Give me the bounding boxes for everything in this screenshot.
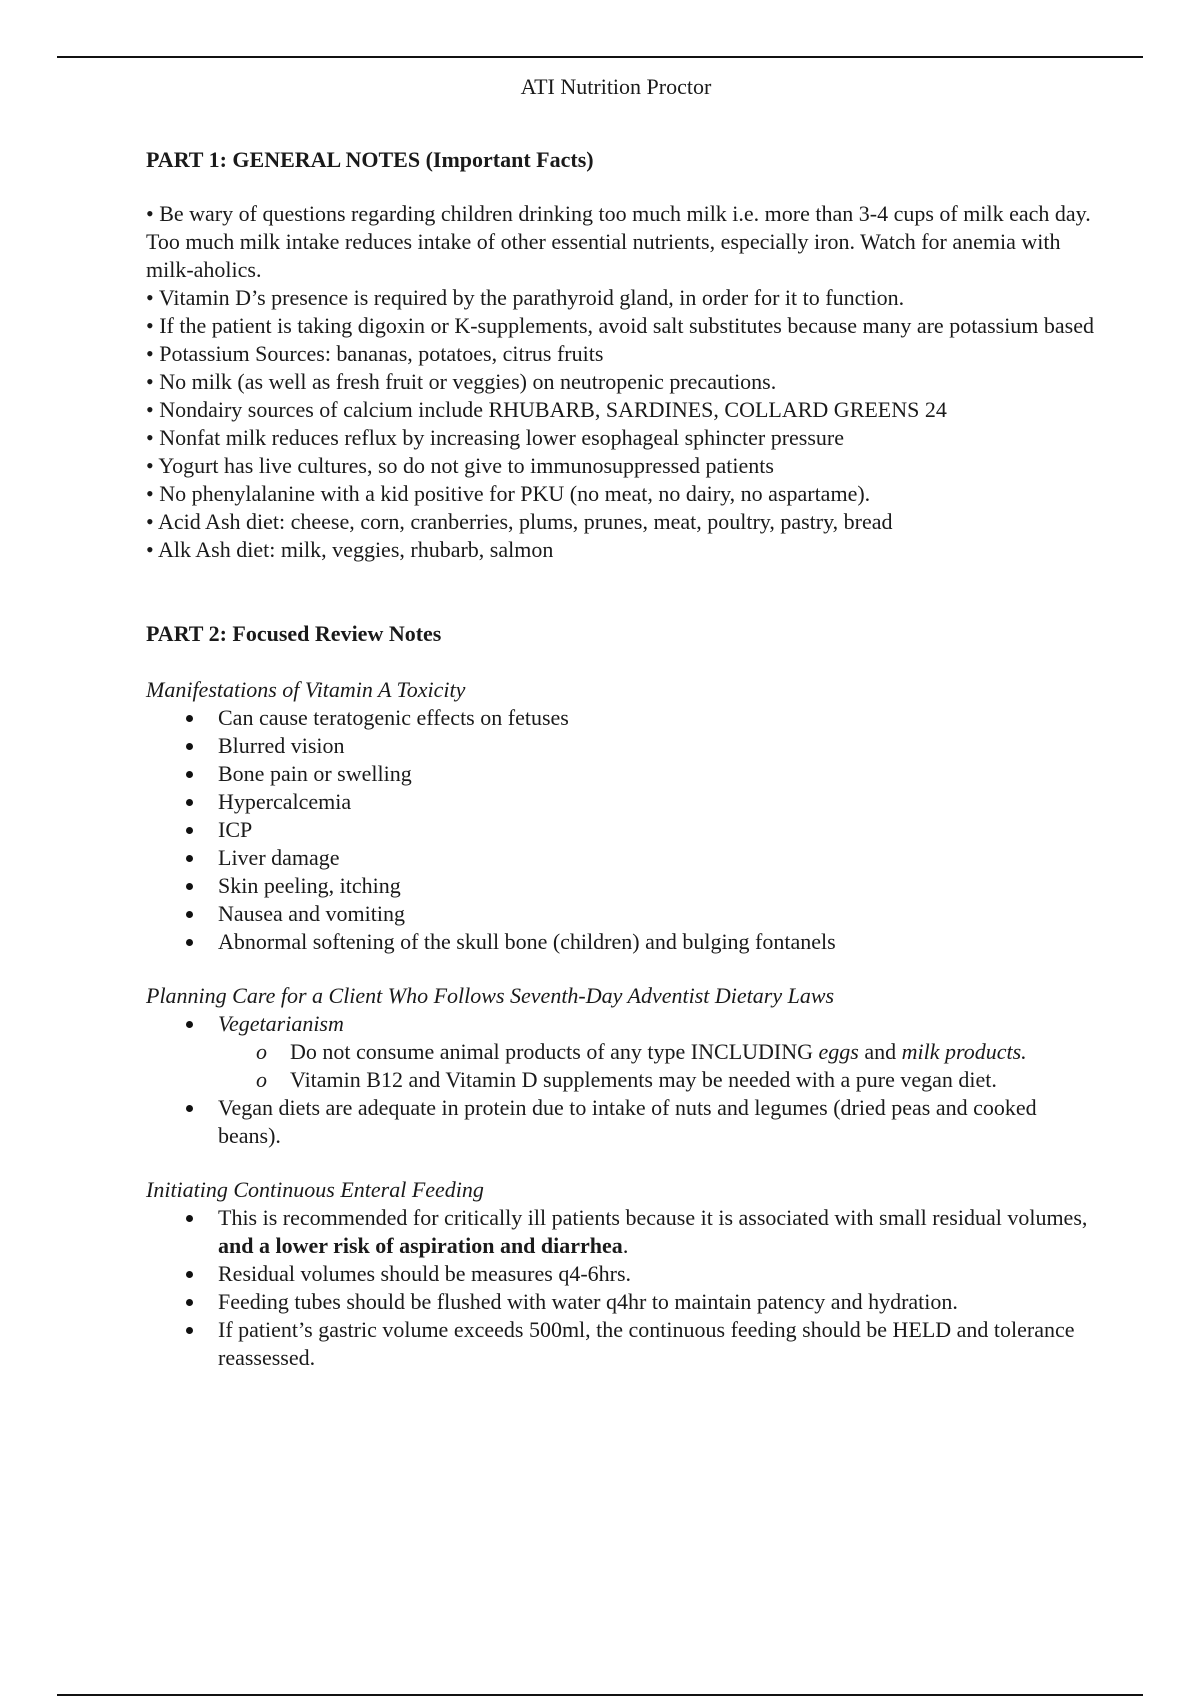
sub-list-item: o Vitamin B12 and Vitamin D supplements may be needed with a pure vegan diet. — [256, 1067, 997, 1092]
list-item: • No milk (as well as fresh fruit or veggies) on neutropenic precautions. — [146, 369, 777, 394]
bullet-dot-icon — [186, 771, 193, 778]
bullet-dot-icon — [186, 827, 193, 834]
list-item: • Acid Ash diet: cheese, corn, cranberries, plums, prunes, meat, poultry, pastry, bread — [146, 509, 893, 534]
bullet-mark: • — [146, 481, 154, 506]
bullet-mark: • — [146, 425, 154, 450]
bullet-mark: • — [146, 369, 154, 394]
page-header-title: ATI Nutrition Proctor — [520, 74, 712, 99]
part2-heading: PART 2: Focused Review Notes — [146, 621, 442, 646]
vegetarianism-sublist — [218, 1038, 1098, 1094]
list-item: Nausea and vomiting — [146, 900, 1098, 928]
bullet-dot-icon — [186, 1021, 193, 1028]
list-item: • Nonfat milk reduces reflux by increasing lower esophageal sphincter pressure — [146, 425, 845, 450]
bullet-dot-icon — [186, 855, 193, 862]
bullet-dot-icon — [186, 883, 193, 890]
list-item: • No phenylalanine with a kid positive for PKU (no meat, no dairy, no aspartame). — [146, 481, 871, 506]
sub-bullet-mark: o — [256, 1067, 267, 1092]
list-item: Feeding tubes should be flushed with water q4hr to maintain patency and hydration. — [146, 1288, 1098, 1316]
list-item: • Alk Ash diet: milk, veggies, rhubarb, salmon — [146, 537, 554, 562]
part1-heading: PART 1: GENERAL NOTES (Important Facts) — [146, 147, 594, 172]
bullet-dot-icon — [186, 743, 193, 750]
list-item: Bone pain or swelling — [146, 760, 1098, 788]
bullet-dot-icon — [186, 1271, 193, 1278]
bullet-dot-icon — [186, 1215, 193, 1222]
list-item: Liver damage — [146, 844, 1098, 872]
bullet-dot-icon — [186, 715, 193, 722]
list-item: Abnormal softening of the skull bone (children) and bulging fontanels — [146, 928, 1098, 956]
bullet-mark: • — [146, 341, 154, 366]
bullet-dot-icon — [186, 939, 193, 946]
list-item: Blurred vision — [146, 732, 1098, 760]
bullet-dot-icon — [186, 911, 193, 918]
bullet-dot-icon — [186, 1299, 193, 1306]
adventist-section-title: Planning Care for a Client Who Follows Seventh-Day Adventist Dietary Laws — [146, 983, 835, 1008]
document-body — [146, 146, 1098, 1372]
list-item: • Be wary of questions regarding children drinking too much milk i.e. more than 3-4 cups of milk each day. Too much milk intake reduces intake of other essential nutrients, especially iron. Watch for anemia with milk-aholics. — [146, 201, 1091, 282]
header-rule — [57, 56, 1143, 58]
bullet-mark: • — [146, 453, 154, 478]
adventist-list — [146, 1010, 1098, 1150]
list-item: • Vitamin D’s presence is required by the parathyroid gland, in order for it to function. — [146, 285, 905, 310]
vegetarianism-label: Vegetarianism — [218, 1011, 344, 1036]
bullet-mark: • — [146, 397, 154, 422]
list-item: Vegan diets are adequate in protein due to intake of nuts and legumes (dried peas and cooked beans). — [146, 1094, 1098, 1150]
bullet-mark: • — [146, 313, 154, 338]
bullet-mark: • — [146, 509, 154, 534]
list-item: Can cause teratogenic effects on fetuses — [146, 704, 1098, 732]
bullet-dot-icon — [186, 1105, 193, 1112]
bullet-mark: • — [146, 285, 154, 310]
enteral-list — [146, 1204, 1098, 1372]
bullet-dot-icon — [186, 799, 193, 806]
list-item: • Yogurt has live cultures, so do not give to immunosuppressed patients — [146, 453, 774, 478]
list-item — [146, 1010, 1098, 1094]
enteral-section-title: Initiating Continuous Enteral Feeding — [146, 1177, 484, 1202]
sub-bullet-mark: o — [256, 1039, 267, 1064]
bullet-dot-icon — [186, 1327, 193, 1334]
list-item: • Potassium Sources: bananas, potatoes, citrus fruits — [146, 341, 604, 366]
list-item: • Nondairy sources of calcium include RHUBARB, SARDINES, COLLARD GREENS 24 — [146, 397, 947, 422]
bullet-mark: • — [146, 537, 154, 562]
list-item: This is recommended for critically ill patients because it is associated with small residual volumes, and a lower risk of aspiration and diarrhea. — [146, 1204, 1098, 1260]
vitamin-a-list — [146, 704, 1098, 956]
list-item: • If the patient is taking digoxin or K-supplements, avoid salt substitutes because many are potassium based — [146, 313, 1095, 338]
bullet-mark: • — [146, 201, 154, 226]
list-item: Residual volumes should be measures q4-6hrs. — [146, 1260, 1098, 1288]
footer-rule — [57, 1694, 1143, 1696]
part1-notes-list — [146, 200, 1098, 564]
list-item: Hypercalcemia — [146, 788, 1098, 816]
vitamin-a-section-title: Manifestations of Vitamin A Toxicity — [146, 677, 466, 702]
sub-list-item: o Do not consume animal products of any type INCLUDING eggs and milk products. — [256, 1039, 1027, 1064]
list-item: ICP — [146, 816, 1098, 844]
list-item: If patient’s gastric volume exceeds 500ml, the continuous feeding should be HELD and tolerance reassessed. — [146, 1316, 1098, 1372]
list-item: Skin peeling, itching — [146, 872, 1098, 900]
